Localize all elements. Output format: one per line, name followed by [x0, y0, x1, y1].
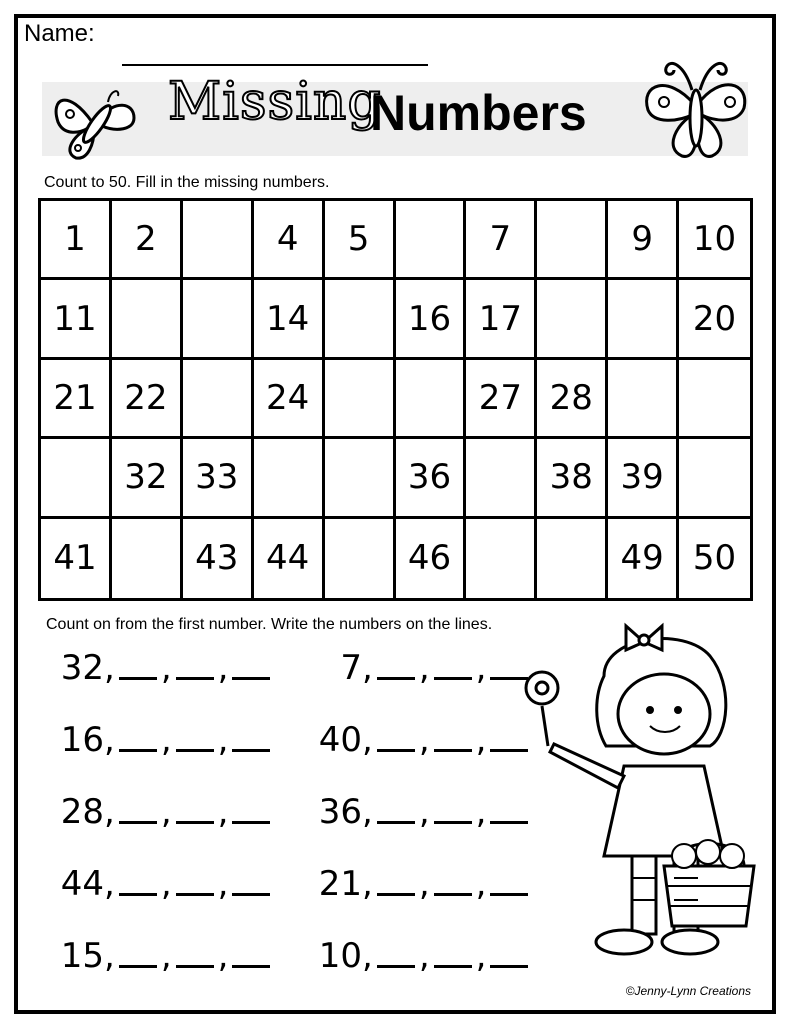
answer-blank[interactable] [176, 677, 214, 680]
sequence-start-number: 10 [318, 936, 362, 976]
grid-cell: 10 [679, 201, 750, 280]
sequence-start-number: 36 [318, 792, 362, 832]
grid-cell-blank[interactable] [466, 519, 537, 598]
answer-blank[interactable] [119, 821, 157, 824]
grid-cell: 7 [466, 201, 537, 280]
answer-blank[interactable] [119, 677, 157, 680]
comma: , [160, 864, 172, 904]
comma: , [475, 792, 487, 832]
grid-cell-blank[interactable] [183, 201, 254, 280]
comma: , [160, 936, 172, 976]
grid-cell-blank[interactable] [112, 280, 183, 359]
grid-cell-blank[interactable] [679, 360, 750, 439]
answer-blank[interactable] [434, 677, 472, 680]
answer-blank[interactable] [176, 749, 214, 752]
grid-cell: 32 [112, 439, 183, 518]
answer-blank[interactable] [377, 821, 415, 824]
answer-blank[interactable] [176, 893, 214, 896]
grid-cell: 9 [608, 201, 679, 280]
comma: , [160, 720, 172, 760]
answer-blank[interactable] [232, 677, 270, 680]
grid-cell-blank[interactable] [325, 280, 396, 359]
answer-blank[interactable] [377, 677, 415, 680]
sequence-start-number: 21 [318, 864, 362, 904]
comma: , [217, 864, 229, 904]
comma: , [475, 864, 487, 904]
grid-cell-blank[interactable] [183, 360, 254, 439]
grid-cell: 39 [608, 439, 679, 518]
grid-cell: 16 [396, 280, 467, 359]
comma: , [217, 720, 229, 760]
comma: , [362, 864, 373, 904]
sequence-row [306, 720, 532, 760]
grid-cell: 38 [537, 439, 608, 518]
grid-cell-blank[interactable] [183, 280, 254, 359]
grid-cell: 43 [183, 519, 254, 598]
grid-cell: 4 [254, 201, 325, 280]
answer-blank[interactable] [119, 893, 157, 896]
comma: , [418, 720, 430, 760]
grid-cell-blank[interactable] [41, 439, 112, 518]
answer-blank[interactable] [232, 749, 270, 752]
answer-blank[interactable] [434, 749, 472, 752]
sequence-row [48, 648, 274, 688]
comma: , [362, 720, 373, 760]
grid-cell: 22 [112, 360, 183, 439]
answer-blank[interactable] [377, 749, 415, 752]
grid-cell: 24 [254, 360, 325, 439]
sequence-row [306, 864, 532, 904]
comma: , [104, 864, 115, 904]
grid-cell: 27 [466, 360, 537, 439]
answer-blank[interactable] [119, 749, 157, 752]
grid-cell-blank[interactable] [466, 439, 537, 518]
grid-cell: 21 [41, 360, 112, 439]
sequence-row [48, 864, 274, 904]
answer-blank[interactable] [176, 821, 214, 824]
sequence-start-number: 44 [60, 864, 104, 904]
name-input-line[interactable] [122, 64, 428, 66]
answer-blank[interactable] [377, 965, 415, 968]
comma: , [362, 648, 373, 688]
sequence-start-number: 32 [60, 648, 104, 688]
grid-cell-blank[interactable] [537, 519, 608, 598]
grid-cell-blank[interactable] [396, 360, 467, 439]
name-label: Name: [24, 20, 95, 47]
comma: , [217, 648, 229, 688]
credit-text: ©Jenny-Lynn Creations [625, 984, 751, 998]
sequence-start-number: 28 [60, 792, 104, 832]
grid-cell-blank[interactable] [608, 280, 679, 359]
title-missing: Missing [168, 72, 382, 132]
sequence-start-number: 7 [340, 648, 362, 688]
sequence-row [306, 648, 532, 688]
grid-cell: 5 [325, 201, 396, 280]
grid-cell-blank[interactable] [325, 360, 396, 439]
answer-blank[interactable] [434, 965, 472, 968]
comma: , [418, 792, 430, 832]
grid-cell: 2 [112, 201, 183, 280]
answer-blank[interactable] [232, 821, 270, 824]
sequence-row [48, 936, 274, 976]
grid-cell-blank[interactable] [112, 519, 183, 598]
comma: , [104, 720, 115, 760]
grid-cell: 49 [608, 519, 679, 598]
comma: , [104, 792, 115, 832]
comma: , [362, 792, 373, 832]
answer-blank[interactable] [232, 965, 270, 968]
grid-cell-blank[interactable] [537, 280, 608, 359]
comma: , [475, 720, 487, 760]
grid-cell: 11 [41, 280, 112, 359]
answer-blank[interactable] [176, 965, 214, 968]
grid-cell: 46 [396, 519, 467, 598]
comma: , [475, 648, 487, 688]
comma: , [418, 648, 430, 688]
comma: , [418, 936, 430, 976]
grid-cell-blank[interactable] [679, 439, 750, 518]
grid-cell: 36 [396, 439, 467, 518]
sequence-start-number: 15 [60, 936, 104, 976]
grid-instructions: Count to 50. Fill in the missing numbers. [44, 174, 330, 191]
grid-cell-blank[interactable] [537, 201, 608, 280]
grid-cell: 50 [692, 538, 737, 579]
title-numbers: Numbers [370, 85, 587, 141]
sequence-row [306, 792, 532, 832]
grid-cell: 20 [679, 280, 750, 359]
answer-blank[interactable] [232, 893, 270, 896]
comma: , [475, 936, 487, 976]
grid-cell-blank[interactable] [325, 439, 396, 518]
grid-cell: 41 [41, 519, 112, 598]
grid-cell: 28 [537, 360, 608, 439]
sequence-row [48, 720, 274, 760]
sequence-instructions: Count on from the first number. Write the numbers on the lines. [46, 616, 493, 633]
comma: , [217, 936, 229, 976]
answer-blank[interactable] [434, 893, 472, 896]
grid-cell: 1 [41, 201, 112, 280]
sequence-row [306, 936, 532, 976]
grid-cell-blank[interactable] [608, 360, 679, 439]
butterfly-icon [48, 78, 144, 164]
grid-cell: 33 [183, 439, 254, 518]
hundreds-chart-grid [38, 198, 753, 601]
comma: , [217, 792, 229, 832]
comma: , [160, 648, 172, 688]
grid-cell-blank[interactable] [325, 519, 396, 598]
grid-cell: 17 [466, 280, 537, 359]
comma: , [418, 864, 430, 904]
comma: , [160, 792, 172, 832]
answer-blank[interactable] [377, 893, 415, 896]
answer-blank[interactable] [119, 965, 157, 968]
butterfly-icon [634, 44, 754, 168]
comma: , [104, 936, 115, 976]
sequence-start-number: 16 [60, 720, 104, 760]
girl-with-flower-basket-icon [514, 616, 768, 986]
sequence-start-number: 40 [318, 720, 362, 760]
sequence-row [48, 792, 274, 832]
grid-cell-blank[interactable] [396, 201, 467, 280]
comma: , [362, 936, 373, 976]
grid-cell: 44 [254, 519, 325, 598]
answer-blank[interactable] [434, 821, 472, 824]
grid-cell-blank[interactable] [254, 439, 325, 518]
grid-cell: 14 [254, 280, 325, 359]
comma: , [104, 648, 115, 688]
